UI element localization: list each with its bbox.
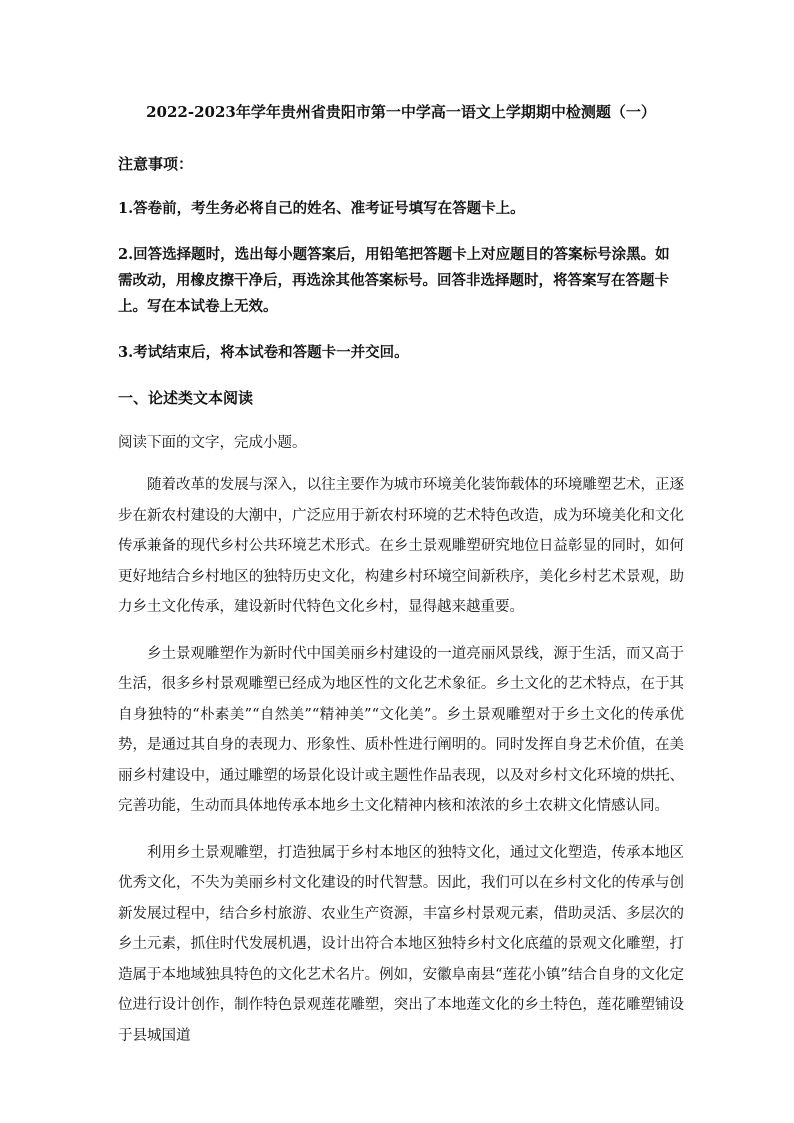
passage-paragraph-1: 随着改革的发展与深入，以往主要作为城市环境美化装饰载体的环境雕塑艺术，正逐步在新农村建设的大潮中，广泛应用于新农村环境的艺术特色改造，成为环境美化和文化传承兼备的现代乡村公共环境艺术形式。在乡土景观雕塑研究地位日益彰显的同时，如何更好地结合乡村地区的独特历史文化，构建乡村环境空间新秩序，美化乡村艺术景观，助力乡土文化传承，建设新时代特色文化乡村，显得越来越重要。 [118, 477, 684, 615]
passage-paragraph-2: 乡土景观雕塑作为新时代中国美丽乡村建设的一道亮丽风景线，源于生活，而又高于生活，很多乡村景观雕塑已经成为地区性的文化艺术象征。乡土文化的艺术特点，在于其自身独特的“朴素美”“自然美”“精神美”“文化美”。乡土景观雕塑对于乡土文化的传承优势，是通过其自身的表现力、形象性、质朴性进行阐明的。同时发挥自身艺术价值，在美丽乡村建设中，通过雕塑的场景化设计或主题性作品表现，以及对乡村文化环境的烘托、完善功能，生动而具体地传承本地乡土文化精神内核和浓浓的乡土农耕文化情感认同。 [118, 645, 684, 814]
notice-item-2: 2.回答选择题时，选出每小题答案后，用铅笔把答题卡上对应题目的答案标号涂黑。如需改动，用橡皮擦干净后，再选涂其他答案标号。回答非选择题时，将答案写在答题卡上。写在本试卷上无效。 [118, 246, 670, 315]
notice-block [118, 152, 684, 366]
notice-item-1: 1.答卷前，考生务必将自己的姓名、准考证号填写在答题卡上。 [118, 200, 525, 217]
notice-item-3: 3.考试结束后，将本试卷和答题卡一并交回。 [118, 344, 409, 361]
page-title: 2022-2023年学年贵州省贵阳市第一中学高一语文上学期期中检测题（一） [146, 103, 656, 121]
reading-section [118, 386, 684, 1051]
passage-paragraph-3: 利用乡土景观雕塑，打造独属于乡村本地区的独特文化，通过文化塑造，传承本地区优秀文化，不失为美丽乡村文化建设的时代智慧。因此，我们可以在乡村文化的传承与创新发展过程中，结合乡村旅游、农业生产资源，丰富乡村景观元素，借助灵活、多层次的乡土元素，抓住时代发展机遇，设计出符合本地区独特乡村文化底蕴的景观文化雕塑，打造属于本地域独具特色的文化艺术名片。例如，安徽阜南县“莲花小镇”结合自身的文化定位进行设计创作，制作特色景观莲花雕塑，突出了本地莲文化的乡土特色，莲花雕塑铺设于县城国道 [118, 844, 684, 1044]
section-heading: 一、论述类文本阅读 [118, 389, 254, 407]
document-page [118, 100, 684, 1067]
section-instruction: 阅读下面的文字，完成小题。 [118, 435, 307, 451]
notice-heading: 注意事项： [118, 155, 194, 173]
